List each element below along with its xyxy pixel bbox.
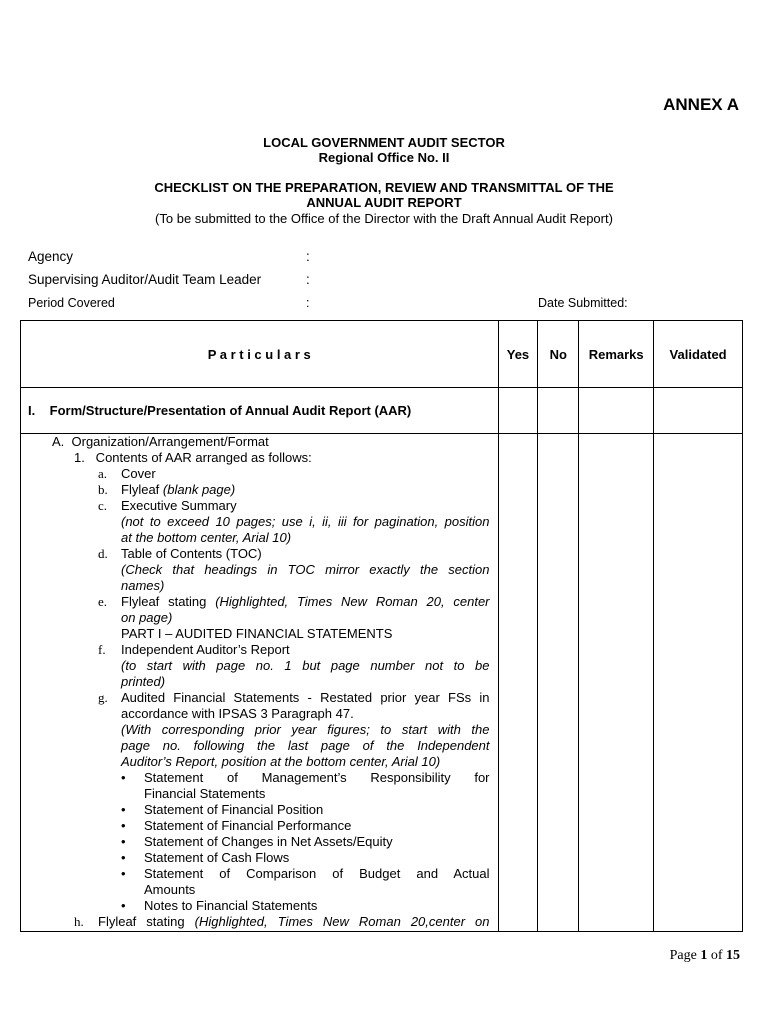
- label-e: e.: [98, 594, 108, 609]
- item-f: Independent Auditor’s Report: [121, 642, 290, 657]
- label-f: f.: [98, 642, 106, 657]
- item-e: Flyleaf stating: [121, 594, 207, 609]
- item-e-note2: on page): [121, 610, 173, 625]
- part-one-heading: PART I – AUDITED FINANCIAL STATEMENTS: [121, 626, 393, 641]
- label-d: d.: [98, 546, 108, 561]
- item-g-line1: Audited Financial Statements - Restated prior year FSs in: [121, 690, 490, 705]
- header-validated: Validated: [654, 321, 743, 388]
- header-no: No: [538, 321, 579, 388]
- item-d: Table of Contents (TOC): [121, 546, 262, 561]
- bullet-icon: •: [121, 866, 126, 881]
- validated-cell[interactable]: [654, 434, 743, 932]
- item-h: Flyleaf stating: [98, 914, 185, 929]
- item-f-note2: printed): [121, 674, 166, 689]
- annex-label: ANNEX A: [663, 95, 739, 114]
- validated-cell[interactable]: [654, 388, 743, 434]
- bullet-icon: •: [121, 898, 126, 913]
- label-a: a.: [98, 466, 108, 481]
- item-1: 1. Contents of AAR arranged as follows:: [74, 450, 312, 465]
- item-f-note1: (to start with page no. 1 but page number not to be: [121, 658, 490, 673]
- bullet-item: Notes to Financial Statements: [144, 898, 318, 913]
- bullet-icon: •: [121, 834, 126, 849]
- bullet-item: Statement of Changes in Net Assets/Equity: [144, 834, 393, 849]
- section-heading: I. Form/Structure/Presentation of Annual Audit Report (AAR): [21, 388, 499, 434]
- item-b-note: (blank page): [162, 482, 236, 497]
- item-c: Executive Summary: [121, 498, 237, 513]
- no-cell[interactable]: [538, 434, 579, 932]
- header-remarks: Remarks: [579, 321, 654, 388]
- item-h-note: (Highlighted, Times New Roman 20,center on: [194, 914, 490, 929]
- page-current: 1: [700, 948, 708, 963]
- item-c-note2: at the bottom center, Arial 10): [121, 530, 292, 545]
- label-h: h.: [74, 914, 84, 929]
- regional-office: Regional Office No. II: [318, 150, 450, 165]
- item-g-note3: Auditor’s Report, position at the bottom center, Arial 10): [121, 754, 441, 769]
- item-A: A. Organization/Arrangement/Format: [52, 434, 269, 449]
- checklist-title-line2: ANNUAL AUDIT REPORT: [306, 195, 462, 210]
- bullet-item: Statement of Financial Performance: [144, 818, 352, 833]
- supervising-colon: :: [306, 272, 310, 287]
- item-d-note1: (Check that headings in TOC mirror exactly the section: [121, 562, 490, 577]
- date-submitted-label: Date Submitted:: [538, 296, 628, 310]
- page-number: [670, 948, 740, 964]
- supervising-label: Supervising Auditor/Audit Team Leader: [28, 272, 262, 287]
- yes-cell[interactable]: [498, 388, 538, 434]
- checklist-title-line1: CHECKLIST ON THE PREPARATION, REVIEW AND TRANSMITTAL OF THE: [154, 180, 614, 195]
- page-of: of: [710, 948, 723, 963]
- item-c-note1: (not to exceed 10 pages; use i, ii, iii for pagination, position: [121, 514, 490, 529]
- yes-cell[interactable]: [498, 434, 538, 932]
- label-c: c.: [98, 498, 108, 513]
- sector-title: LOCAL GOVERNMENT AUDIT SECTOR: [263, 135, 505, 150]
- item-g-note2: page no. following the last page of the Independent: [121, 738, 490, 753]
- bullet-item-cont: Financial Statements: [144, 786, 266, 801]
- bullet-item: Statement of Management’s Responsibility for: [144, 770, 490, 785]
- bullet-item: Statement of Financial Position: [144, 802, 324, 817]
- bullet-item: Statement of Cash Flows: [144, 850, 290, 865]
- item-d-note2: names): [121, 578, 165, 593]
- bullet-item: Statement of Comparison of Budget and Actual: [144, 866, 490, 881]
- period-label: Period Covered: [28, 296, 115, 310]
- particulars-body: [21, 434, 499, 932]
- item-a: Cover: [121, 466, 156, 481]
- bullet-icon: •: [121, 850, 126, 865]
- item-e-note1: (Highlighted, Times New Roman 20, center: [215, 594, 490, 609]
- page-word: Page: [669, 948, 697, 963]
- remarks-cell[interactable]: [579, 388, 654, 434]
- bullet-icon: •: [121, 802, 126, 817]
- label-b: b.: [98, 482, 108, 497]
- submission-note: (To be submitted to the Office of the Director with the Draft Annual Audit Report): [155, 211, 613, 226]
- period-colon: :: [306, 296, 310, 310]
- bullet-icon: •: [121, 818, 126, 833]
- checklist-table: [20, 320, 743, 932]
- page-total: 15: [726, 948, 740, 963]
- agency-label: Agency: [28, 249, 74, 264]
- item-g-line2: accordance with IPSAS 3 Paragraph 47.: [121, 706, 354, 721]
- no-cell[interactable]: [538, 388, 579, 434]
- bullet-icon: •: [121, 770, 126, 785]
- agency-colon: :: [306, 249, 310, 264]
- item-g-note1: (With corresponding prior year figures; to start with the: [121, 722, 490, 737]
- label-g: g.: [98, 690, 108, 705]
- bullet-item-cont: Amounts: [144, 882, 196, 897]
- remarks-cell[interactable]: [579, 434, 654, 932]
- header-yes: Yes: [498, 321, 538, 388]
- item-b: Flyleaf: [121, 482, 160, 497]
- header-particulars: P a r t i c u l a r s: [21, 321, 499, 388]
